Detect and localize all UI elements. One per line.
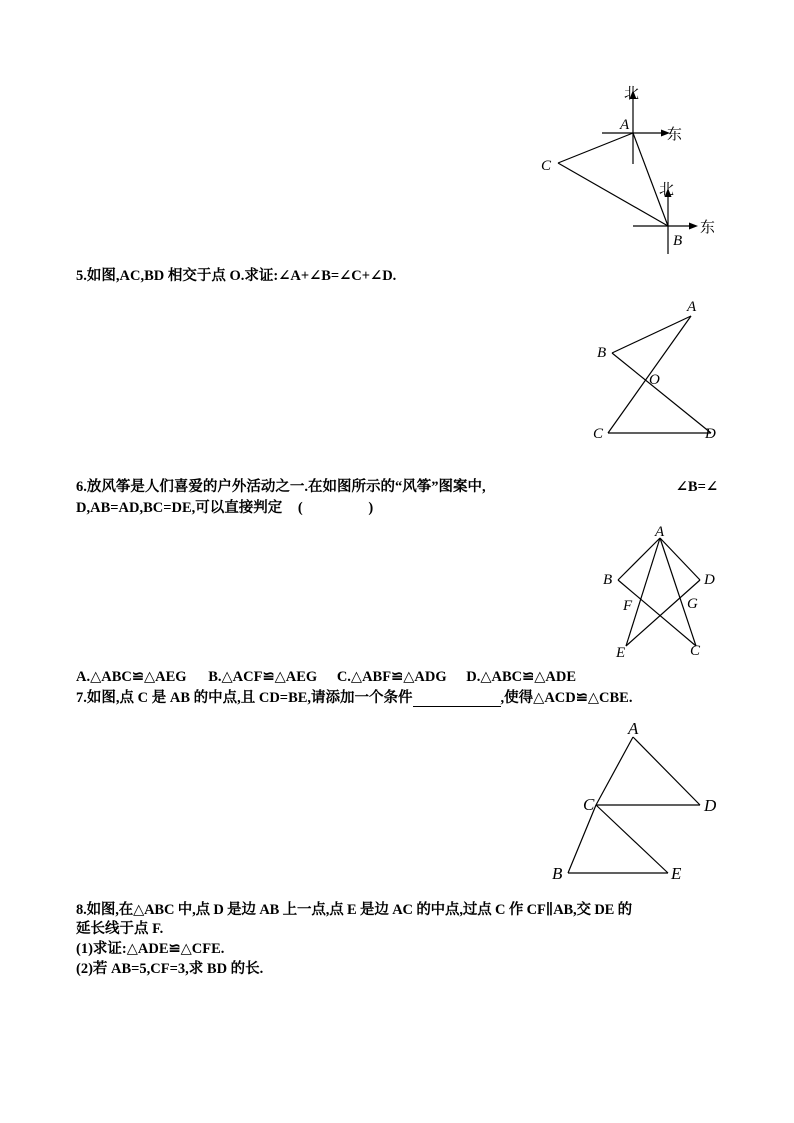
question-8-line-2: 延长线于点 F. bbox=[76, 921, 164, 937]
q5-point-c: C bbox=[593, 426, 604, 442]
question-6-line-2-text: D,AB=AD,BC=DE,可以直接判定 bbox=[76, 500, 283, 516]
question-6-line-1 bbox=[76, 478, 718, 496]
q5-point-d: D bbox=[705, 426, 716, 442]
q6-point-d: D bbox=[704, 572, 715, 588]
compass-point-c: C bbox=[541, 158, 552, 174]
question-7-text-before: 7.如图,点 C 是 AB 的中点,且 CD=BE,请添加一个条件 bbox=[76, 690, 413, 706]
q7-point-d: D bbox=[704, 796, 717, 815]
question-6-line-1-left: 6.放风筝是人们喜爱的户外活动之一.在如图所示的“风筝”图案中, bbox=[76, 479, 486, 495]
option-b[interactable]: B.△ACF≌△AEG bbox=[208, 669, 318, 685]
question-5-text: 5.如图,AC,BD 相交于点 O.求证:∠A+∠B=∠C+∠D. bbox=[76, 268, 397, 284]
compass-east-label-top: 东 bbox=[667, 125, 683, 143]
compass-point-b: B bbox=[673, 233, 683, 249]
answer-blank[interactable] bbox=[413, 692, 501, 707]
q6-point-g: G bbox=[687, 596, 698, 612]
compass-north-label-top: 北 bbox=[624, 84, 640, 102]
compass-point-a: A bbox=[620, 117, 630, 133]
question-8-part-2: (2)若 AB=5,CF=3,求 BD 的长. bbox=[76, 961, 264, 977]
q6-point-c: C bbox=[690, 643, 701, 659]
option-a[interactable]: A.△ABC≌△AEG bbox=[76, 669, 187, 685]
question-6-line-1-right: ∠B=∠ bbox=[675, 479, 718, 495]
question-7-text-after: ,使得△ACD≌△CBE. bbox=[500, 690, 633, 706]
question-8-line-1: 8.如图,在△ABC 中,点 D 是边 AB 上一点,点 E 是边 AC 的中点,过点 C 作 CF∥AB,交 DE 的 bbox=[76, 902, 633, 918]
q7-point-e: E bbox=[671, 864, 682, 883]
question-8-part-1: (1)求证:△ADE≌△CFE. bbox=[76, 941, 225, 957]
compass-east-label-bottom: 东 bbox=[700, 218, 716, 236]
question-7-figure bbox=[548, 715, 728, 890]
q6-point-a: A bbox=[655, 524, 665, 540]
compass-north-label-bottom: 北 bbox=[659, 180, 675, 198]
option-c[interactable]: C.△ABF≌△ADG bbox=[336, 669, 447, 685]
q7-point-b: B bbox=[552, 864, 563, 883]
question-5-figure bbox=[585, 295, 725, 445]
q5-point-o: O bbox=[649, 372, 660, 388]
answer-paren-open: ( bbox=[297, 500, 303, 516]
question-6-options bbox=[76, 668, 576, 686]
q6-point-f: F bbox=[623, 598, 633, 614]
q6-point-e: E bbox=[616, 645, 626, 661]
question-6-kite-figure bbox=[596, 520, 726, 660]
q5-point-b: B bbox=[597, 345, 607, 361]
compass-figure bbox=[530, 78, 730, 268]
answer-paren-close: ) bbox=[368, 500, 374, 516]
question-6-line-2 bbox=[76, 499, 373, 517]
q7-point-a: A bbox=[628, 719, 639, 738]
q6-point-b: B bbox=[603, 572, 613, 588]
question-7-text bbox=[76, 689, 632, 707]
q7-point-c: C bbox=[583, 795, 595, 814]
q5-point-a: A bbox=[687, 299, 697, 315]
option-d[interactable]: D.△ABC≌△ADE bbox=[466, 669, 577, 685]
